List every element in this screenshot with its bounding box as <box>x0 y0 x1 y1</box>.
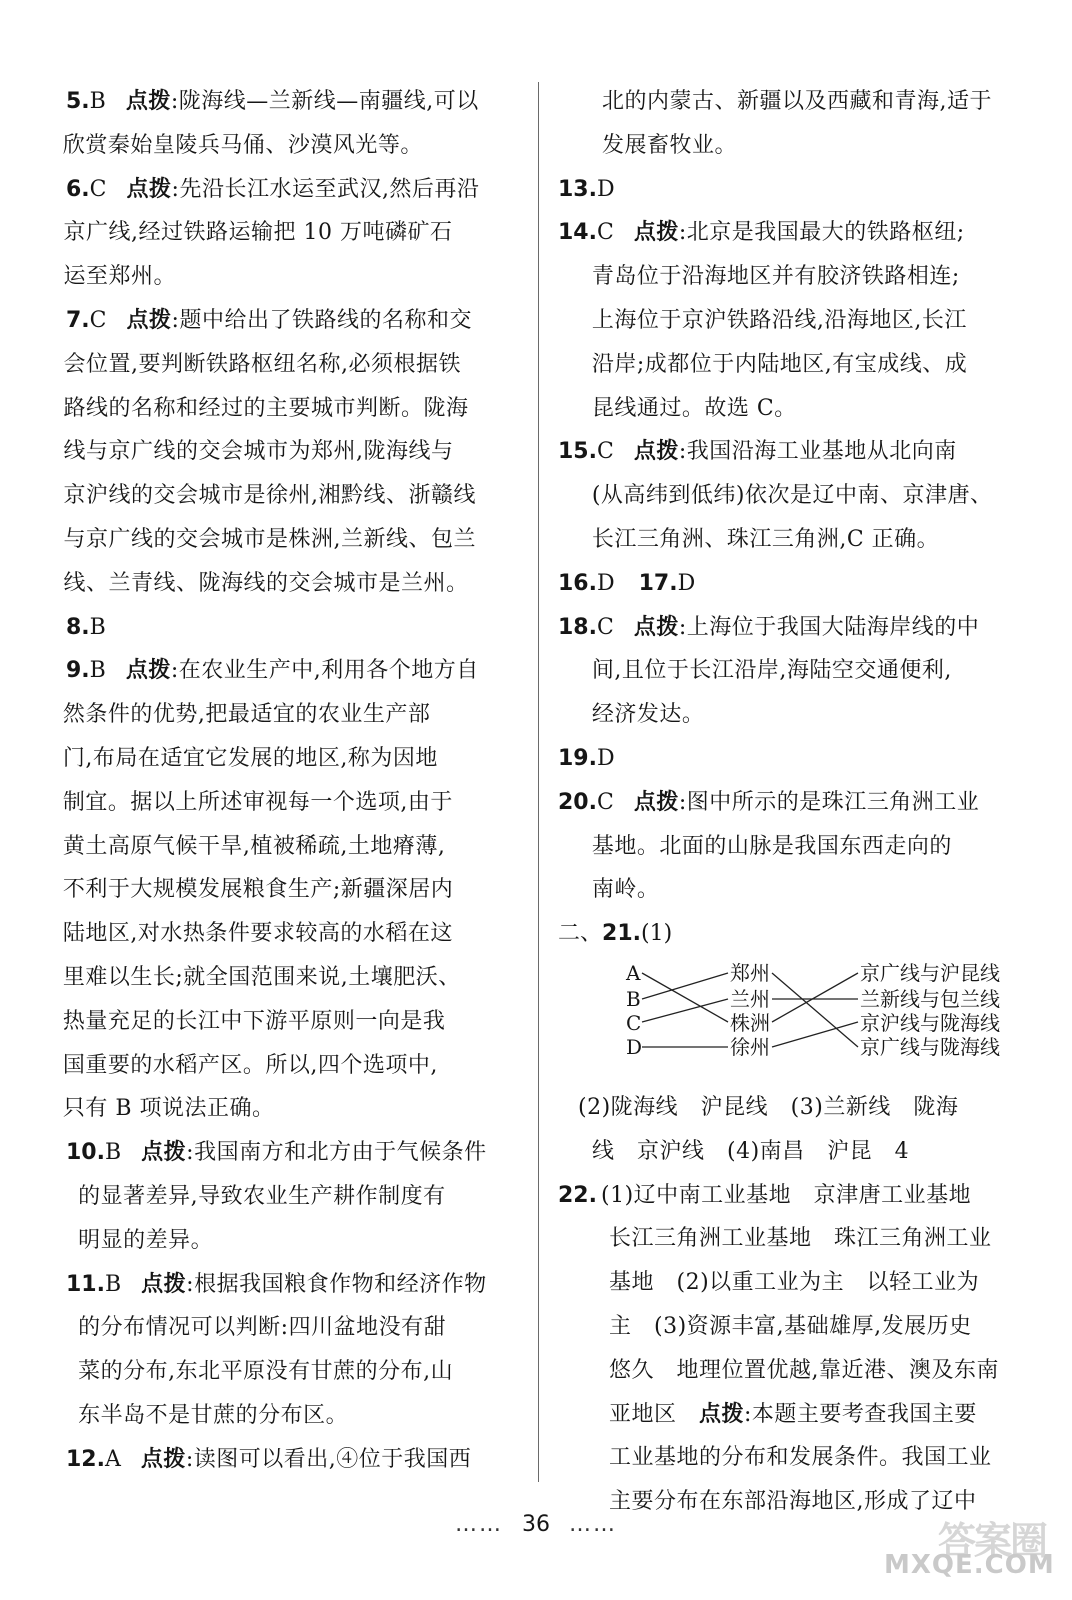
hint-label: 点拨 <box>126 307 172 333</box>
match-line-xuzhou <box>772 1022 858 1047</box>
option-letter: D <box>626 1034 643 1059</box>
answer-item-21-heading <box>558 912 1008 956</box>
explanation-line: 的分布情况可以判断:四川盆地没有甜 <box>78 1315 447 1341</box>
question-number: 12. <box>66 1446 105 1472</box>
hint-label: 点拨 <box>633 220 679 246</box>
explanation-line: 菜的分布,东北平原没有甘蔗的分布,山 <box>78 1359 454 1385</box>
explanation-line: 黄土高原气候干旱,植被稀疏,土地瘠薄, <box>62 833 446 859</box>
left-column <box>62 80 521 1482</box>
hint-label: 点拨 <box>633 789 679 815</box>
question-number: 17. <box>638 570 678 596</box>
explanation-line: 东半岛不是甘蔗的分布区。 <box>78 1402 349 1428</box>
hint-label: 点拨 <box>125 89 171 114</box>
footer-dots-right: …… <box>569 1512 617 1537</box>
answer-item-18 <box>558 606 1008 737</box>
answer-line: 线 京沪线 (4)南昌 沪昆 4 <box>592 1138 910 1164</box>
hint-label: 点拨 <box>141 1140 187 1166</box>
explanation-line: 与京广线的交会城市是株洲,兰新线、包兰 <box>63 526 477 552</box>
answer-line: 悠久 地理位置优越,靠近港、澳及东南 <box>608 1357 999 1383</box>
city-label: 兰州 <box>730 986 770 1011</box>
explanation-line: 的显著差异,导致农业生产耕作制度有 <box>78 1183 446 1209</box>
section-number: 二、 <box>558 921 603 947</box>
explanation-line: :在农业生产中,利用各个地方自 <box>170 658 479 684</box>
explanation-line: :上海位于我国大陆海岸线的中 <box>678 614 980 640</box>
city-label: 郑州 <box>730 960 770 985</box>
answer-item-16-17 <box>558 562 1008 606</box>
answer-letter: C <box>89 176 107 202</box>
answer-letter: B <box>89 658 106 684</box>
answer-item-8 <box>66 606 521 650</box>
answer-letter: C <box>596 439 614 465</box>
answer-letter: C <box>596 789 614 815</box>
option-letter: A <box>626 960 641 985</box>
answer-item-22 <box>558 1174 1008 1524</box>
answer-line: (2)陇海线 沪昆线 (3)兰新线 陇海 <box>578 1094 959 1120</box>
answer-letter: D <box>596 745 615 771</box>
answer-letter: C <box>596 614 614 640</box>
answer-item-5 <box>62 80 521 168</box>
page-number: 36 <box>522 1512 550 1537</box>
question-number: 16. <box>558 570 597 596</box>
explanation-line: 路线的名称和经过的主要城市判断。陇海 <box>63 395 469 421</box>
explanation-line: 然条件的优势,把最适宜的农业生产部 <box>62 702 431 728</box>
railway-label: 京广线与陇海线 <box>860 1034 1000 1059</box>
column-divider <box>538 82 539 1482</box>
railway-label: 京沪线与陇海线 <box>860 1010 1000 1035</box>
option-letter: B <box>626 986 641 1011</box>
explanation-line: (从高纬到低纬)依次是辽中南、京津唐、 <box>591 483 993 509</box>
explanation-line: :北京是我国最大的铁路枢纽; <box>678 220 965 246</box>
part-label: (1) <box>641 921 673 947</box>
footer-dots-left: …… <box>455 1512 503 1537</box>
answer-item-10 <box>66 1131 521 1262</box>
explanation-line: 经济发达。 <box>591 702 705 728</box>
answer-letter: B <box>89 614 106 640</box>
explanation-line: 欣赏秦始皇陵兵马俑、沙漠风光等。 <box>62 132 423 158</box>
answer-item-7 <box>63 299 521 606</box>
hint-label: 点拨 <box>699 1401 745 1427</box>
hint-label: 点拨 <box>125 658 171 684</box>
explanation-line: 长江三角洲、珠江三角洲,C 正确。 <box>591 526 940 552</box>
question-number: 20. <box>558 789 597 815</box>
match-line-a <box>642 973 728 1022</box>
right-column <box>558 80 1008 1524</box>
answer-item-6 <box>63 168 521 299</box>
watermark-text-top: 答案圈 <box>937 1519 1046 1563</box>
city-label: 株洲 <box>730 1010 770 1035</box>
question-number: 22. <box>558 1182 597 1208</box>
question-number: 15. <box>558 439 597 465</box>
match-line-b <box>642 973 728 999</box>
explanation-line: :根据我国粮食作物和经济作物 <box>186 1271 487 1297</box>
explanation-line: 青岛位于沿海地区并有胶济铁路相连; <box>591 264 960 290</box>
explanation-line: 制宜。据以上所述审视每一个选项,由于 <box>62 789 453 815</box>
explanation-line: :我国南方和北方由于气候条件 <box>186 1140 487 1166</box>
explanation-line: 会位置,要判断铁路枢纽名称,必须根据铁 <box>63 351 462 377</box>
question-number: 9. <box>66 658 90 684</box>
question-number: 14. <box>558 220 597 246</box>
answer-letter: B <box>104 1140 122 1166</box>
answer-item-20 <box>558 781 1008 912</box>
hint-label: 点拨 <box>633 439 679 465</box>
answer-letter: D <box>677 570 696 596</box>
question-number: 6. <box>66 176 90 202</box>
explanation-line: 线与京广线的交会城市为郑州,陇海线与 <box>63 439 454 465</box>
explanation-line: :题中给出了铁路线的名称和交 <box>171 307 472 333</box>
explanation-line: :读图可以看出,④位于我国西 <box>185 1446 472 1472</box>
explanation-line: 热量充足的长江中下游平原则一向是我 <box>62 1008 446 1034</box>
answer-item-12 <box>66 1438 521 1482</box>
hint-label: 点拨 <box>140 1446 186 1472</box>
explanation-line: 不利于大规模发展粮食生产;新疆深居内 <box>62 877 454 903</box>
question-number: 18. <box>558 614 597 640</box>
explanation-line: 南岭。 <box>591 877 660 903</box>
hint-label: 点拨 <box>141 1271 187 1297</box>
question-number: 11. <box>66 1271 105 1297</box>
explanation-line: 只有 B 项说法正确。 <box>62 1096 275 1122</box>
matching-diagram <box>558 956 998 1086</box>
explanation-line: 线、兰青线、陇海线的交会城市是兰州。 <box>63 570 469 596</box>
answer-letter: D <box>596 176 615 202</box>
hint-label: 点拨 <box>126 176 172 202</box>
explanation-line: 基地。北面的山脉是我国东西走向的 <box>591 833 952 859</box>
answer-line: (1)辽中南工业基地 京津唐工业基地 <box>600 1182 972 1208</box>
hint-label: 点拨 <box>633 614 679 640</box>
answer-line: 基地 (2)以重工业为主 以轻工业为 <box>608 1270 980 1296</box>
question-number: 5. <box>66 89 90 114</box>
answer-item-13 <box>558 168 1008 212</box>
explanation-line: :本题主要考查我国主要 <box>744 1401 977 1427</box>
city-label: 徐州 <box>730 1034 770 1059</box>
explanation-line: 运至郑州。 <box>63 264 177 290</box>
explanation-line: 陆地区,对水热条件要求较高的水稻在这 <box>62 921 453 947</box>
answer-item-14 <box>558 211 1008 430</box>
answer-item-9 <box>62 649 521 1131</box>
answer-item-12-continued <box>558 80 1008 168</box>
explanation-line: 国重要的水稻产区。所以,四个选项中, <box>62 1052 438 1078</box>
question-number: 10. <box>66 1140 105 1166</box>
answer-line: 亚地区 <box>608 1401 699 1427</box>
question-number: 19. <box>558 745 597 771</box>
explanation-line: 间,且位于长江沿岸,海陆空交通便利, <box>591 658 952 684</box>
explanation-line: 昆线通过。故选 C。 <box>591 395 797 421</box>
railway-label: 兰新线与包兰线 <box>860 986 1000 1011</box>
match-line-c <box>642 999 728 1022</box>
explanation-line: 发展畜牧业。 <box>602 132 738 158</box>
option-letter: C <box>626 1010 642 1035</box>
question-number: 21. <box>602 921 641 947</box>
explanation-line: 门,布局在适宜它发展的地区,称为因地 <box>62 745 438 771</box>
explanation-line: 北的内蒙古、新疆以及西藏和青海,适于 <box>602 89 992 114</box>
answer-letter: B <box>89 89 106 114</box>
answer-item-11 <box>66 1263 521 1438</box>
question-number: 8. <box>66 614 90 640</box>
match-line-zhengzhou <box>772 973 858 1047</box>
answer-item-15 <box>558 430 1008 561</box>
answer-letter: B <box>104 1271 122 1297</box>
explanation-line: 里难以生长;就全国范围来说,土壤肥沃、 <box>62 964 461 990</box>
explanation-line: :我国沿海工业基地从北向南 <box>678 439 957 465</box>
question-number: 7. <box>66 307 90 333</box>
explanation-line: 工业基地的分布和发展条件。我国工业 <box>608 1445 992 1471</box>
explanation-line: 上海位于京沪铁路沿线,沿海地区,长江 <box>591 307 967 333</box>
explanation-line: 明显的差异。 <box>78 1227 214 1253</box>
match-line-zhuzhou <box>772 973 858 1022</box>
answer-item-21-text <box>558 1086 1008 1174</box>
answer-line: 长江三角洲工业基地 珠江三角洲工业 <box>608 1226 992 1252</box>
explanation-line: 沿岸;成都位于内陆地区,有宝成线、成 <box>591 351 968 377</box>
explanation-line: 京广线,经过铁路运输把 10 万吨磷矿石 <box>63 220 453 246</box>
answer-line: 主 (3)资源丰富,基础雄厚,发展历史 <box>608 1313 972 1339</box>
explanation-line: :图中所示的是珠江三角洲工业 <box>678 789 980 815</box>
question-number: 13. <box>558 176 597 202</box>
watermark-text-bottom: MXQE.COM <box>884 1550 1055 1580</box>
explanation-line: :先沿长江水运至武汉,然后再沿 <box>171 176 480 202</box>
answer-item-19 <box>558 737 1008 781</box>
explanation-line: 主要分布在东部沿海地区,形成了辽中 <box>608 1489 977 1515</box>
answer-letter: C <box>596 220 614 246</box>
railway-label: 京广线与沪昆线 <box>860 960 1000 985</box>
answer-letter: D <box>596 570 615 596</box>
answer-letter: A <box>104 1446 121 1472</box>
watermark-logo <box>884 1510 1054 1580</box>
answer-letter: C <box>89 307 107 333</box>
explanation-line: :陇海线—兰新线—南疆线,可以 <box>170 89 479 114</box>
explanation-line: 京沪线的交会城市是徐州,湘黔线、浙赣线 <box>63 483 477 509</box>
